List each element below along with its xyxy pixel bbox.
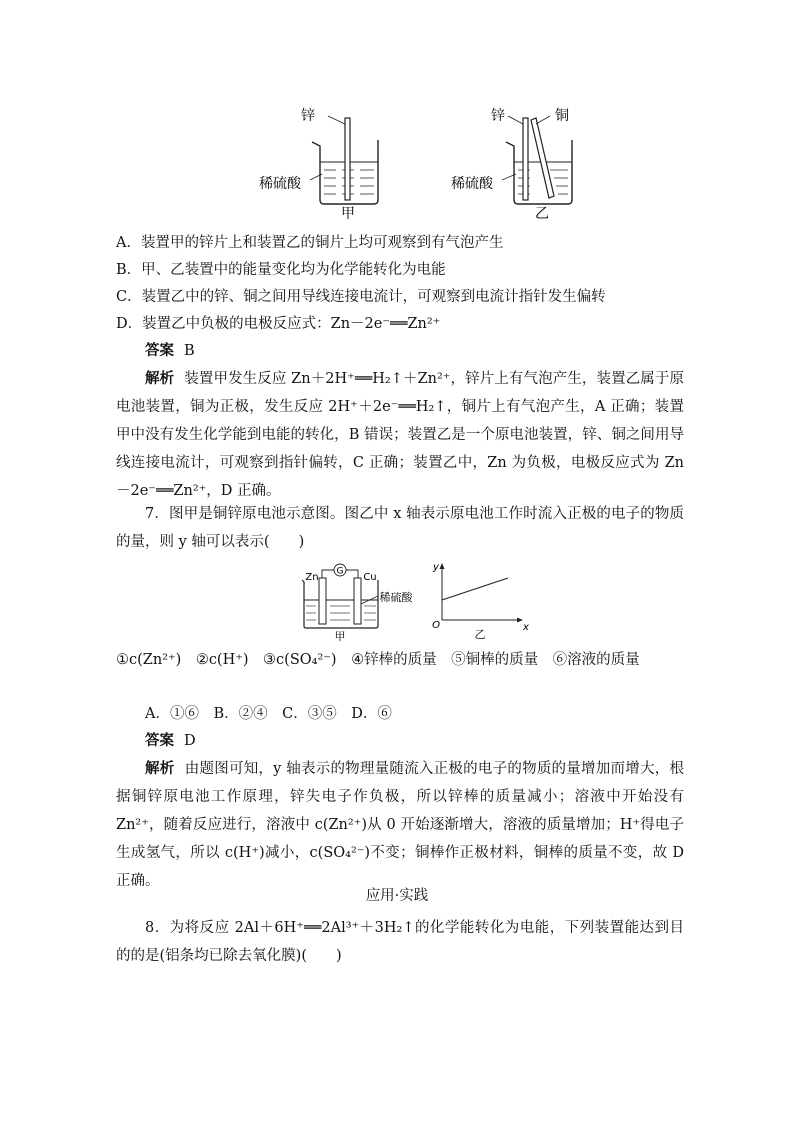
q7-analysis-label: 解析 <box>145 760 175 777</box>
q7-fig-yi: 乙 <box>474 628 486 641</box>
q6-option-a: A．装置甲的锌片上和装置乙的铜片上均可观察到有气泡产生 <box>116 235 504 251</box>
fig1-jia-label: 甲 <box>341 206 355 220</box>
fig1-zinc-label-yi: 锌 <box>491 108 505 124</box>
q7-fig-x: x <box>523 622 529 633</box>
q7-figure <box>290 560 540 642</box>
q7-fig-origin: O <box>432 620 440 631</box>
q7-analysis-text: 由题图可知，y 轴表示的物理量随流入正极的电子的物质的量增加而增大，根据铜锌原电池工作原理，锌失电子作负极，所以锌棒的质量减小；溶液中开始没有 Zn²⁺，随着反应进行，溶液中 c(Zn²⁺)从 0 开始逐渐增大，溶液的质量增加；H⁺得电子生成氢气，所以 c(H⁺)减小，c(SO₄²⁻)不变；铜棒作正极材料，铜棒的质量不变，故 D 正确。 <box>116 761 684 889</box>
q7-graph-line <box>442 578 508 600</box>
q7-answer-label: 答案 <box>145 732 174 749</box>
q7-fig-acid: 稀硫酸 <box>379 591 413 604</box>
beaker-figure <box>250 100 590 220</box>
q6-analysis-label: 解析 <box>145 370 175 387</box>
q7-analysis <box>116 755 684 895</box>
q6-option-b: B．甲、乙装置中的能量变化均为化学能转化为电能 <box>116 262 446 278</box>
q7-answer <box>145 734 196 749</box>
beaker-jia <box>310 116 378 204</box>
beaker-yi <box>502 116 572 204</box>
q7-answer-value: D <box>184 733 196 749</box>
section-heading: 应用·实践 <box>365 888 429 904</box>
q7-graph <box>440 563 524 623</box>
fig1-copper-label: 铜 <box>555 108 569 124</box>
q6-answer <box>145 344 195 359</box>
q6-analysis-text: 装置甲发生反应 Zn＋2H⁺══H₂↑＋Zn²⁺，锌片上有气泡产生，装置乙属于原电池装置，铜为正极，发生反应 2H⁺＋2e⁻══H₂↑，铜片上有气泡产生，A 正确；装置甲中没有发生化学能到电能的转化，B 错误；装置乙是一个原电池装置，锌、铜之间用导线连接电流计，可观察到指针偏转，C 正确；装置乙中，Zn 为负极，电极反应式为 Zn－2e⁻══Zn²⁺，D 正确。 <box>116 371 685 499</box>
q6-option-c: C．装置乙中的锌、铜之间用导线连接电流计，可观察到电流计指针发生偏转 <box>116 289 606 305</box>
q7-fig-zn: Zn <box>305 572 319 583</box>
q6-analysis <box>116 365 684 505</box>
fig1-zinc-label-jia: 锌 <box>301 108 315 124</box>
fig1-yi-label: 乙 <box>535 206 549 220</box>
q6-answer-label: 答案 <box>145 342 174 359</box>
q7-stem: 7．图甲是铜锌原电池示意图。图乙中 x 轴表示原电池工作时流入正极的电子的物质的量，则 y 轴可以表示( ) <box>116 506 684 550</box>
q8-stem: 8．为将反应 2Al＋6H⁺══2Al³⁺＋3H₂↑的化学能转化为电能，下列装置能达到目的的是(铝条均已除去氧化膜)( ) <box>116 920 684 964</box>
q7-fig-y: y <box>433 562 439 573</box>
q6-option-d: D．装置乙中负极的电极反应式：Zn－2e⁻══Zn²⁺ <box>116 316 441 332</box>
q6-answer-value: B <box>184 343 195 359</box>
q7-items: ①c(Zn²⁺) ②c(H⁺) ③c(SO₄²⁻) ④锌棒的质量 ⑤铜棒的质量 ⑥溶液的质量 <box>116 652 640 668</box>
q7-options: A．①⑥ B．②④ C．③⑤ D．⑥ <box>145 706 392 722</box>
q7-fig-jia: 甲 <box>334 630 346 642</box>
q7-fig-cu: Cu <box>363 572 377 583</box>
fig1-acid-label-yi: 稀硫酸 <box>451 176 493 192</box>
q7-fig-g: G <box>336 566 344 577</box>
fig1-acid-label-jia: 稀硫酸 <box>259 176 301 192</box>
